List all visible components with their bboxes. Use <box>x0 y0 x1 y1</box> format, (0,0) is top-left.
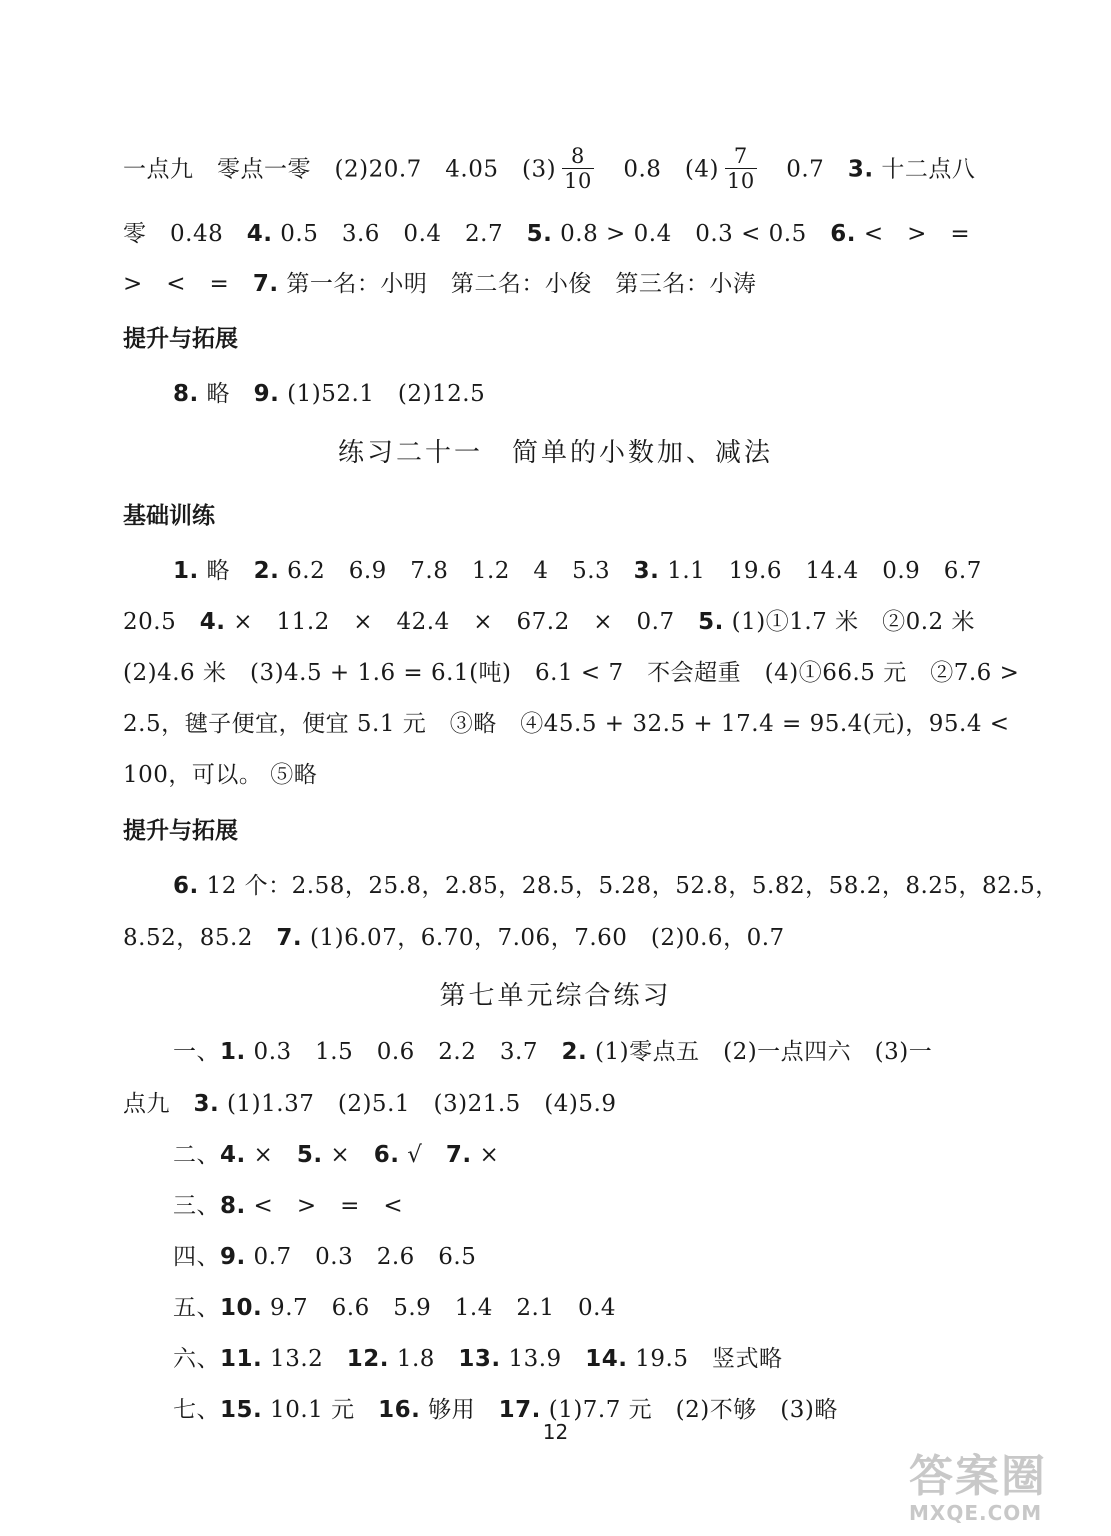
answer-line: 一、1. 0.3 1.5 0.6 2.2 3.7 2. (1)零点五 (2)一点四六 (3)一 <box>173 1039 933 1065</box>
answer-line: 二、4. × 5. × 6. √ 7. × <box>173 1142 500 1168</box>
unit-title: 第七单元综合练习 <box>439 981 672 1011</box>
answer-line: (2)4.6 米 (3)4.5 + 1.6 = 6.1(吨) 6.1 < 7 不会超重 (4)①66.5 元 ②7.6 > <box>123 660 1020 686</box>
watermark-logo <box>909 1452 1099 1532</box>
answer-line: 四、9. 0.7 0.3 2.6 6.5 <box>173 1244 477 1270</box>
answer-line: 六、11. 13.2 12. 1.8 13. 13.9 14. 19.5 竖式略 <box>173 1346 783 1372</box>
section-heading: 提升与拓展 <box>123 326 238 352</box>
answer-line: > < = 7. 第一名：小明 第二名：小俊 第三名：小涛 <box>123 271 757 297</box>
answer-line: 100，可以。 ⑤略 <box>123 762 318 788</box>
watermark-text: 答案圈 <box>909 1451 1047 1502</box>
answer-line: 三、8. < > = < <box>173 1193 404 1219</box>
exercise-title: 练习二十一 简单的小数加、减法 <box>337 438 773 468</box>
answer-line: 2.5，毽子便宜，便宜 5.1 元 ③略 ④45.5 + 32.5 + 17.4 = 95.4(元)，95.4 < <box>123 711 1010 737</box>
answer-line: 8.52，85.2 7. (1)6.07，6.70，7.06，7.60 (2)0.6，0.7 <box>123 925 785 951</box>
answer-line: 1. 略 2. 6.2 6.9 7.8 1.2 4 5.3 3. 1.1 19.6 14.4 0.9 6.7 <box>173 558 982 584</box>
fraction: $\frac{8}{10}$ <box>564 144 592 193</box>
answer-line: 零 0.48 4. 0.5 3.6 0.4 2.7 5. 0.8 > 0.4 0.3 < 0.5 6. < > = <box>123 221 971 247</box>
answer-line: 6. 12 个：2.58，25.8，2.85，28.5，5.28，52.8，5.82，58.2，8.25，82.5， <box>173 873 1059 899</box>
section-heading: 基础训练 <box>123 503 215 529</box>
answer-line: 8. 略 9. (1)52.1 (2)12.5 <box>173 381 486 407</box>
answer-line: 五、10. 9.7 6.6 5.9 1.4 2.1 0.4 <box>173 1295 617 1321</box>
watermark-url: MXQE.COM <box>909 1501 1043 1525</box>
page-number: 12 <box>542 1420 569 1444</box>
answer-line: 20.5 4. × 11.2 × 42.4 × 67.2 × 0.7 5. (1)①1.7 米 ②0.2 米 <box>123 609 975 635</box>
answer-line: 点九 3. (1)1.37 (2)5.1 (3)21.5 (4)5.9 <box>123 1091 617 1117</box>
fraction: $\frac{7}{10}$ <box>727 144 755 193</box>
answer-line: 一点九 零点一零 (2)20.7 4.05 (3) $\frac{8}{10}$ 0.8 (4) $\frac{7}{10}$ 0.7 3. 十二点八 <box>123 144 976 193</box>
section-heading: 提升与拓展 <box>123 818 238 844</box>
answer-line: 七、15. 10.1 元 16. 够用 17. (1)7.7 元 (2)不够 (3)略 <box>173 1397 838 1423</box>
